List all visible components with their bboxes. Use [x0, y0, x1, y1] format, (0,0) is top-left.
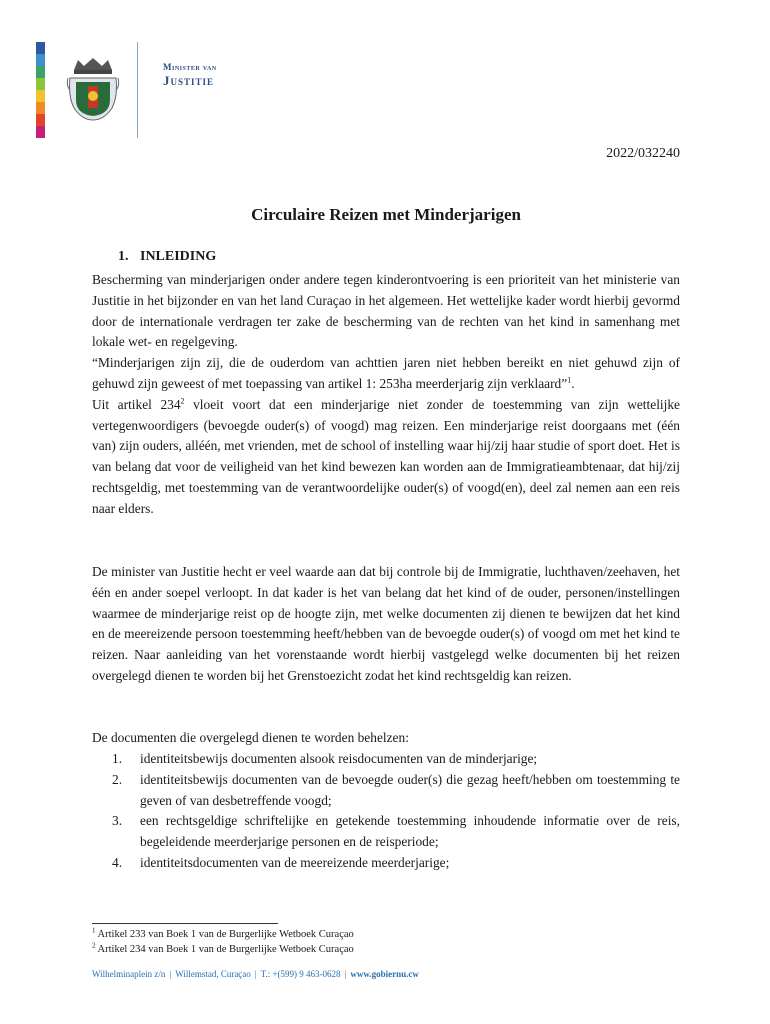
ministry-label-main: Justitie — [163, 73, 215, 88]
brand-color-strip — [36, 42, 45, 138]
footer-separator: | — [169, 969, 172, 979]
footnote-divider — [92, 923, 278, 924]
footnote-text: Artikel 233 van Boek 1 van de Burgerlijke Wetboek Curaçao — [95, 929, 354, 940]
list-item — [92, 853, 680, 874]
footnote-number: 1 — [92, 926, 96, 935]
list-item-text: identiteitsdocumenten van de meereizende meerderjarige; — [140, 854, 450, 870]
reference-number: 2022/032240 — [606, 146, 680, 161]
list-item — [92, 749, 680, 770]
footnotes — [92, 927, 354, 957]
section-number: 1. — [118, 249, 129, 264]
paragraph-5: De documenten die overgelegd dienen te worden behelzen: — [92, 730, 409, 745]
strip-segment — [36, 78, 45, 90]
paragraph-3-rest: vloeit voort dat een minderjarige niet zonder de toestemming van zijn wettelijke vertegenwoordigers (bevoegde ouder(s) of voogd) mag reizen. Een minderjarige reist doorgaans met (één van) zijn ouders, alléén, met vrienden, met de school of instelling waar hij/zij haar studie of sport doet. Het is van belang dat voor de veiligheid van het kind bewezen kan worden aan de Immigratieambtenaar, dat hij/zij rechtsgeldig, met toestemming van de verantwoordelijke ouder(s) of voogd(en), deel zal nemen aan een reis naar elders. — [92, 396, 680, 516]
footnote-ref-1: 1 — [567, 375, 572, 385]
list-item-text: een rechtsgeldige schriftelijke en getekende toestemming inhoudende informatie over de reis, begeleidende meerderjarige personen en de reisperiode; — [140, 813, 680, 850]
footer-website-link[interactable]: www.gobiernu.cw — [350, 969, 419, 979]
crown-icon — [74, 58, 112, 74]
ministry-label-small: Minister van — [163, 62, 217, 72]
footnote-1 — [92, 927, 354, 942]
documents-list — [92, 749, 680, 874]
document-title: Circulaire Reizen met Minderjarigen — [251, 205, 521, 224]
header-divider — [137, 42, 138, 138]
page-footer — [92, 969, 419, 979]
strip-segment — [36, 114, 45, 126]
list-marker: 3. — [112, 813, 123, 829]
footer-separator: | — [254, 969, 257, 979]
footer-phone: T.: +(599) 9 463-0628 — [260, 969, 341, 979]
list-marker: 2. — [112, 771, 123, 787]
list-marker: 4. — [112, 854, 123, 870]
paragraph-4: De minister van Justitie hecht er veel waarde aan dat bij controle bij de Immigratie, luchthaven/zeehaven, het één en ander soepel verloopt. In dat kader is het van belang dat het kind of de ouder, personen/instellingen waarmee de minderjarige reist op de hoogte zijn, met welke documenten zij dienen te bewijzen dat het kind en de meereizende persoon toestemming heeft/hebben van de bevoegde ouder(s) of voogd om met het kind te reizen. Naar aanleiding van het vorenstaande wordt hierbij vastgelegd welke documenten bij het reizen overgelegd dienen te worden bij het Grenstoezicht zodat het kind rechtsgeldig kan reizen. — [92, 564, 680, 683]
intro-text — [92, 270, 680, 520]
section-heading — [118, 249, 216, 265]
paragraph-1: Bescherming van minderjarigen onder andere tegen kinderontvoering is een prioriteit van het ministerie van Justitie in het bijzonder en van het land Curaçao in het algemeen. Het wettelijke kader wordt hierbij gevormd door de internationale verdragen ter zake de bescherming van de rechten van het kind in samenhang met lokale wet- en regelgeving. — [92, 272, 680, 350]
list-item-text: identiteitsbewijs documenten van de bevoegde ouder(s) die gezag heeft/hebben om toestemming te geven of van desbetreffende voogd; — [140, 771, 680, 808]
list-item-text: identiteitsbewijs documenten alsook reisdocumenten van de minderjarige; — [140, 751, 538, 766]
paragraph-2 — [92, 353, 680, 395]
footnote-text: Artikel 234 van Boek 1 van de Burgerlijke Wetboek Curaçao — [95, 944, 354, 955]
paragraph-5-block — [92, 728, 680, 749]
strip-segment — [36, 54, 45, 66]
footnote-2 — [92, 942, 354, 957]
strip-segment — [36, 42, 45, 54]
paragraph-2-end: . — [571, 375, 575, 391]
paragraph-4-block — [92, 562, 680, 687]
list-item — [92, 770, 680, 812]
footer-address: Wilhelminaplein z/n — [92, 969, 166, 979]
strip-segment — [36, 90, 45, 102]
footnote-number: 2 — [92, 941, 96, 950]
strip-segment — [36, 102, 45, 114]
list-marker: 1. — [112, 751, 123, 766]
footnote-ref-2: 2 — [180, 396, 185, 406]
paragraph-3 — [92, 395, 680, 520]
section-title: INLEIDING — [140, 249, 217, 264]
coat-of-arms-icon — [66, 56, 120, 122]
footer-separator: | — [344, 969, 347, 979]
strip-segment — [36, 66, 45, 78]
strip-segment — [36, 126, 45, 138]
footer-city: Willemstad, Curaçao — [175, 969, 251, 979]
paragraph-2-text: “Minderjarigen zijn zij, die de ouderdom van achttien jaren niet hebben bereikt en niet gehuwd zijn of gehuwd zijn geweest of met toepassing van artikel 1: 253ha meerderjarig zijn verklaard” — [92, 355, 680, 391]
list-item — [92, 811, 680, 853]
paragraph-3-start: Uit artikel 234 — [92, 396, 181, 412]
